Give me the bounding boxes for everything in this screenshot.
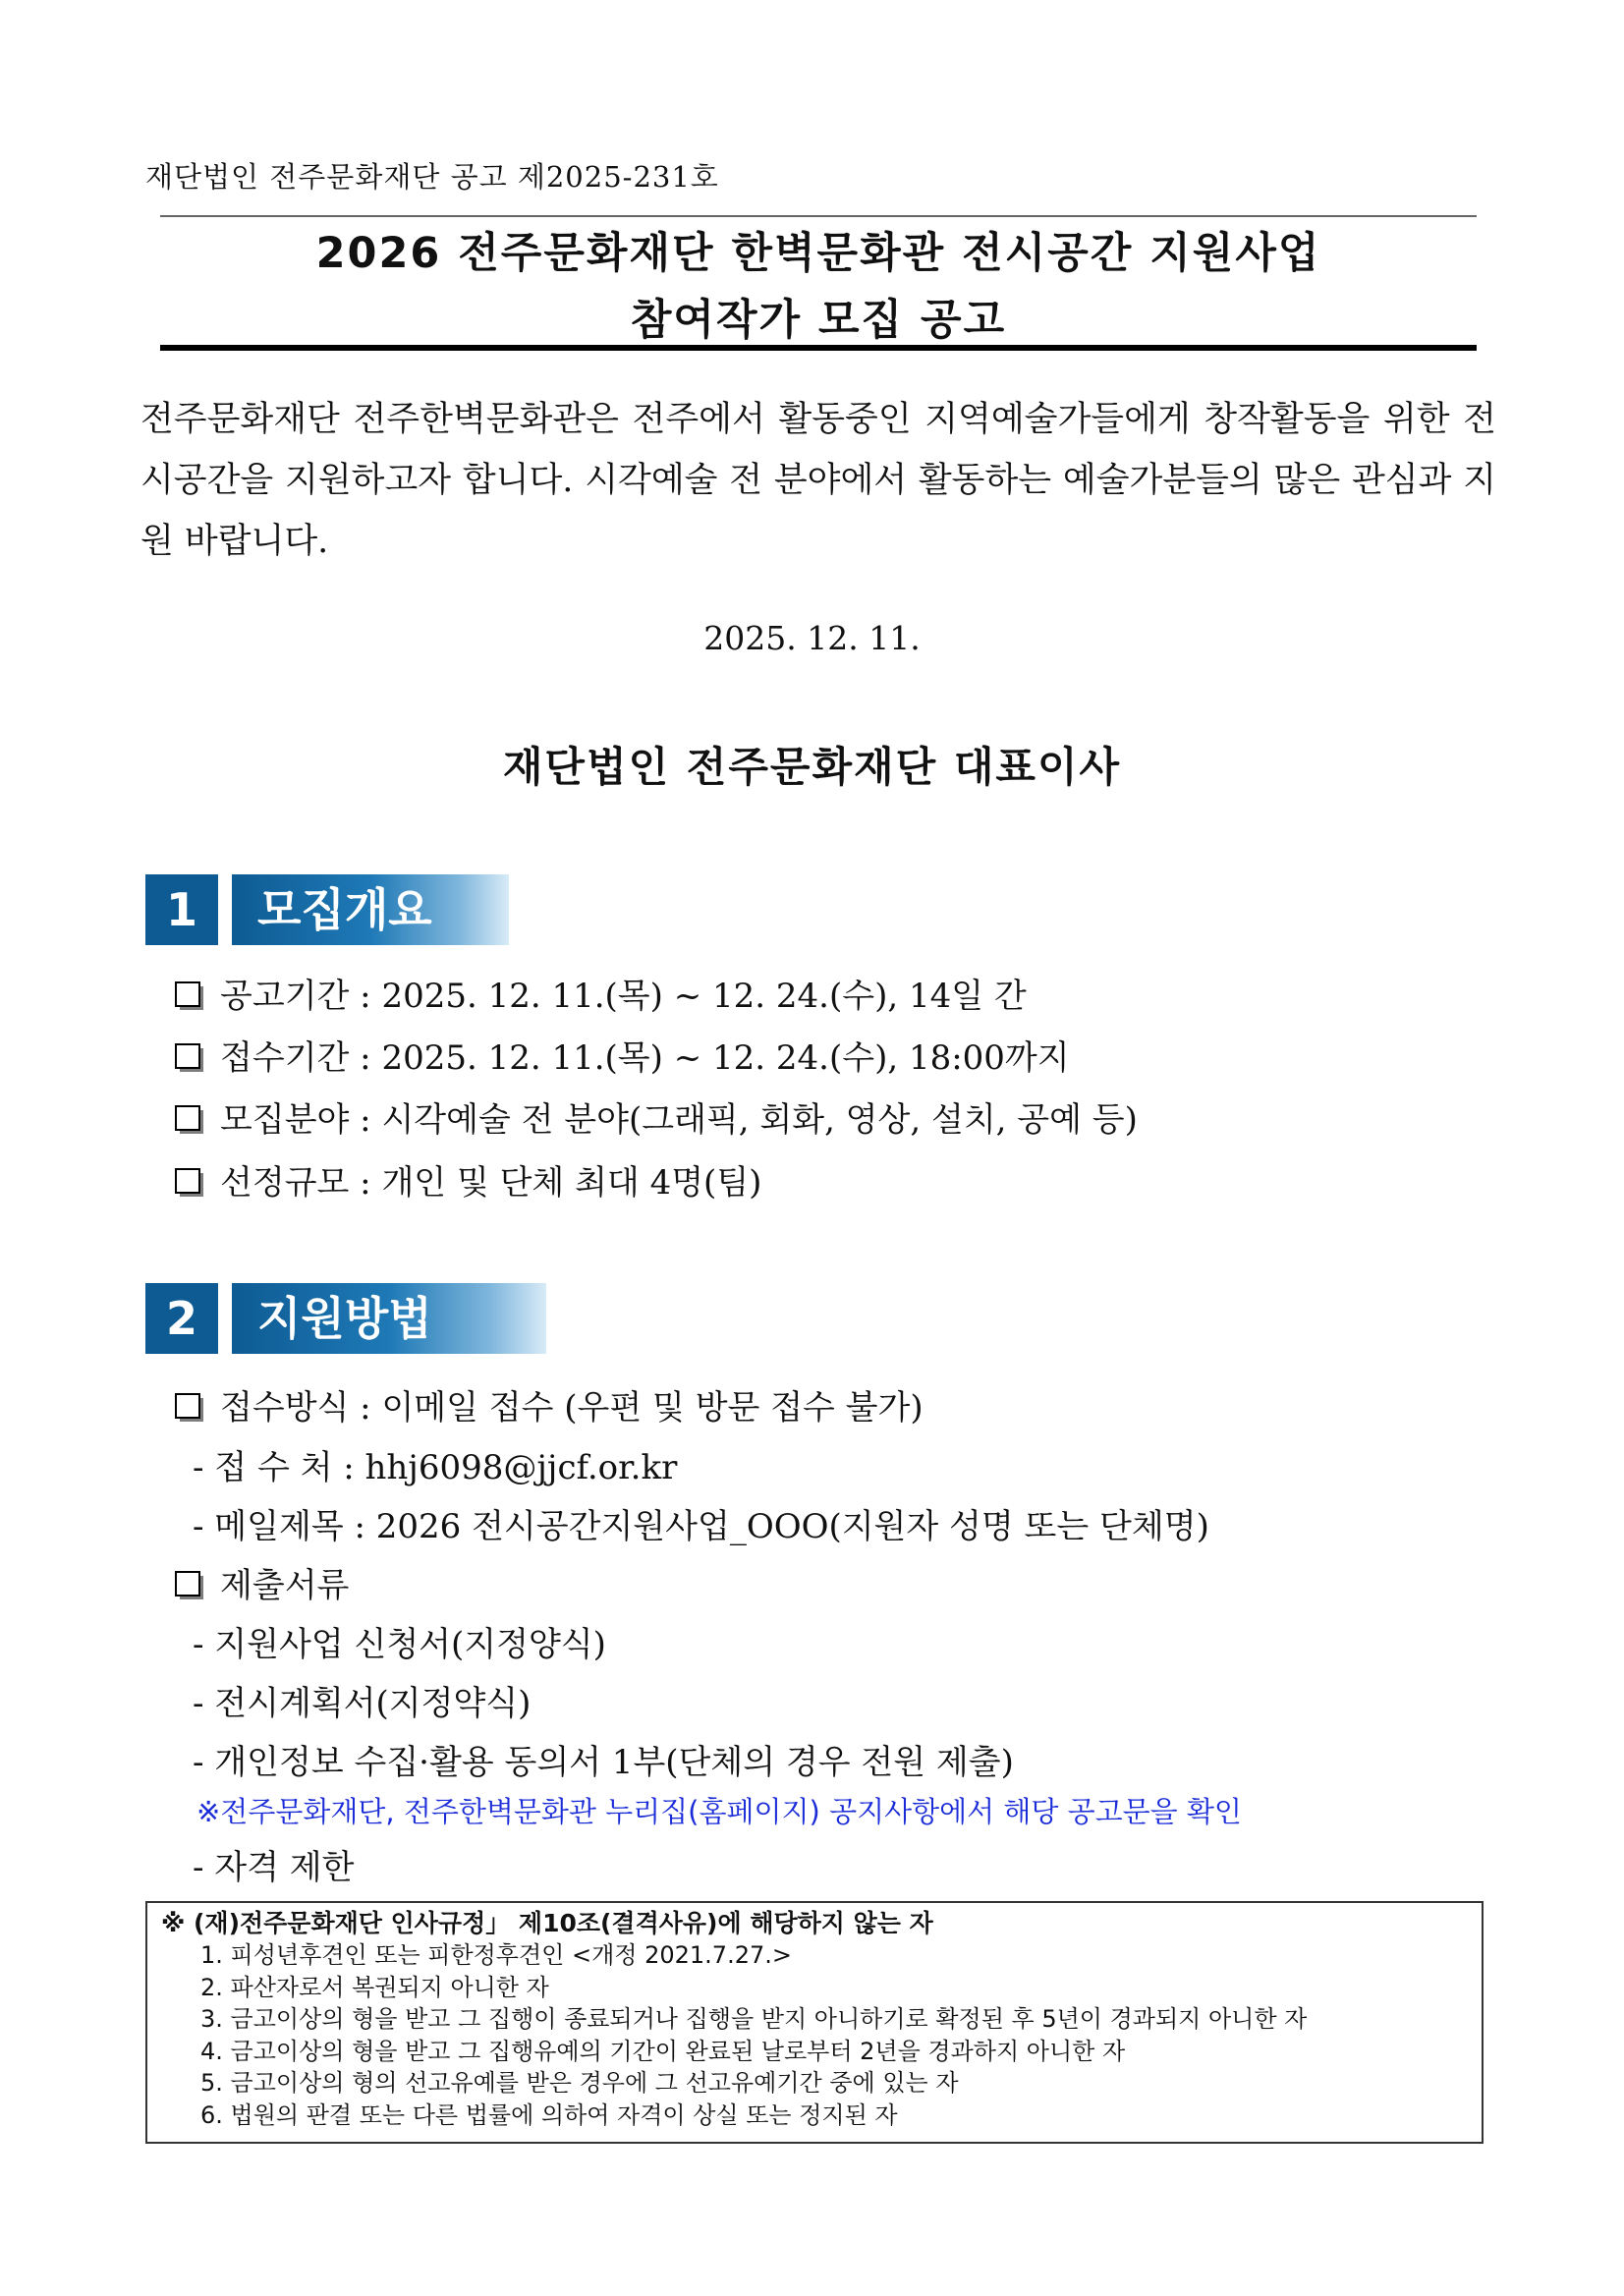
disqualification-item: 6. 법원의 판결 또는 다른 법률에 의하여 자격이 상실 또는 정지된 자 [200,2100,898,2129]
documents-heading [175,1558,349,1606]
disqualification-heading: ※ (재)전주문화재단 인사규정」 제10조(결격사유)에 해당하지 않는 자 [161,1909,933,1937]
title-top-rule [160,215,1477,217]
disqualification-item: 4. 금고이상의 형을 받고 그 집행유예의 기간이 완료된 날로부터 2년을 경과하지 아니한 자 [200,2037,1126,2065]
section-2-number: 2 [145,1283,218,1354]
overview-item-text: 접수기간 : 2025. 12. 11.(목) ~ 12. 24.(수), 18:00까지 [220,1038,1070,1078]
homepage-notice: ※전주문화재단, 전주한벽문화관 누리집(홈페이지) 공지사항에서 해당 공고문을 확인 [196,1795,1242,1828]
application-method [175,1380,924,1428]
checkbox-bullet-icon [175,1105,204,1135]
eligibility-label: - 자격 제한 [193,1848,355,1887]
document-item: - 개인정보 수집·활용 동의서 1부(단체의 경우 전원 제출) [193,1743,1014,1782]
mail-subject: - 메일제목 : 2026 전시공간지원사업_OOO(지원자 성명 또는 단체명) [193,1507,1209,1546]
recipient-email: - 접 수 처 : hhj6098@jjcf.or.kr [193,1448,678,1487]
application-method-text: 접수방식 : 이메일 접수 (우편 및 방문 접수 불가) [220,1388,924,1428]
notice-number: 재단법인 전주문화재단 공고 제2025-231호 [145,160,719,194]
section-1-number: 1 [145,874,218,945]
checkbox-bullet-icon [175,1043,204,1073]
title-line-2: 참여작가 모집 공고 [630,296,1007,345]
document-item: - 전시계획서(지정약식) [193,1684,532,1723]
document-item: - 지원사업 신청서(지정양식) [193,1625,606,1664]
checkbox-bullet-icon [175,1168,204,1198]
disqualification-box [145,1901,1484,2144]
disqualification-item: 5. 금고이상의 형의 선고유예를 받은 경우에 그 선고유예기간 중에 있는 자 [200,2069,959,2097]
overview-item [175,1092,1138,1141]
overview-item-text: 공고기간 : 2025. 12. 11.(목) ~ 12. 24.(수), 14일 간 [220,977,1027,1016]
disqualification-item: 3. 금고이상의 형을 받고 그 집행이 종료되거나 집행을 받지 아니하기로 확정된 후 5년이 경과되지 아니한 자 [200,2005,1308,2033]
overview-item [175,969,1027,1017]
disqualification-item: 2. 파산자로서 복권되지 아니한 자 [200,1973,549,2001]
overview-item-text: 모집분야 : 시각예술 전 분야(그래픽, 회화, 영상, 설치, 공예 등) [220,1100,1138,1140]
checkbox-bullet-icon [175,981,204,1011]
section-2-title: 지원방법 [232,1283,546,1354]
intro-paragraph: 전주문화재단 전주한벽문화관은 전주에서 활동중인 지역예술가들에게 창작활동을 위한 전시공간을 지원하고자 합니다. 시각예술 전 분야에서 활동하는 예술가분들의 많은 관심과 지원 바랍니다. [140,400,1496,561]
overview-item-text: 선정규모 : 개인 및 단체 최대 4명(팀) [220,1163,762,1203]
title-line-1: 2026 전주문화재단 한벽문화관 전시공간 지원사업 [315,229,1321,278]
overview-item [175,1031,1070,1079]
overview-item [175,1155,761,1204]
checkbox-bullet-icon [175,1571,204,1600]
issuer: 재단법인 전주문화재단 대표이사 [502,743,1122,791]
issue-date: 2025. 12. 11. [703,619,921,657]
checkbox-bullet-icon [175,1393,204,1423]
title-bottom-rule [160,345,1477,351]
disqualification-item: 1. 피성년후견인 또는 피한정후견인 <개정 2021.7.27.> [200,1941,792,1969]
section-1-title: 모집개요 [232,874,509,945]
documents-heading-text: 제출서류 [220,1566,350,1605]
